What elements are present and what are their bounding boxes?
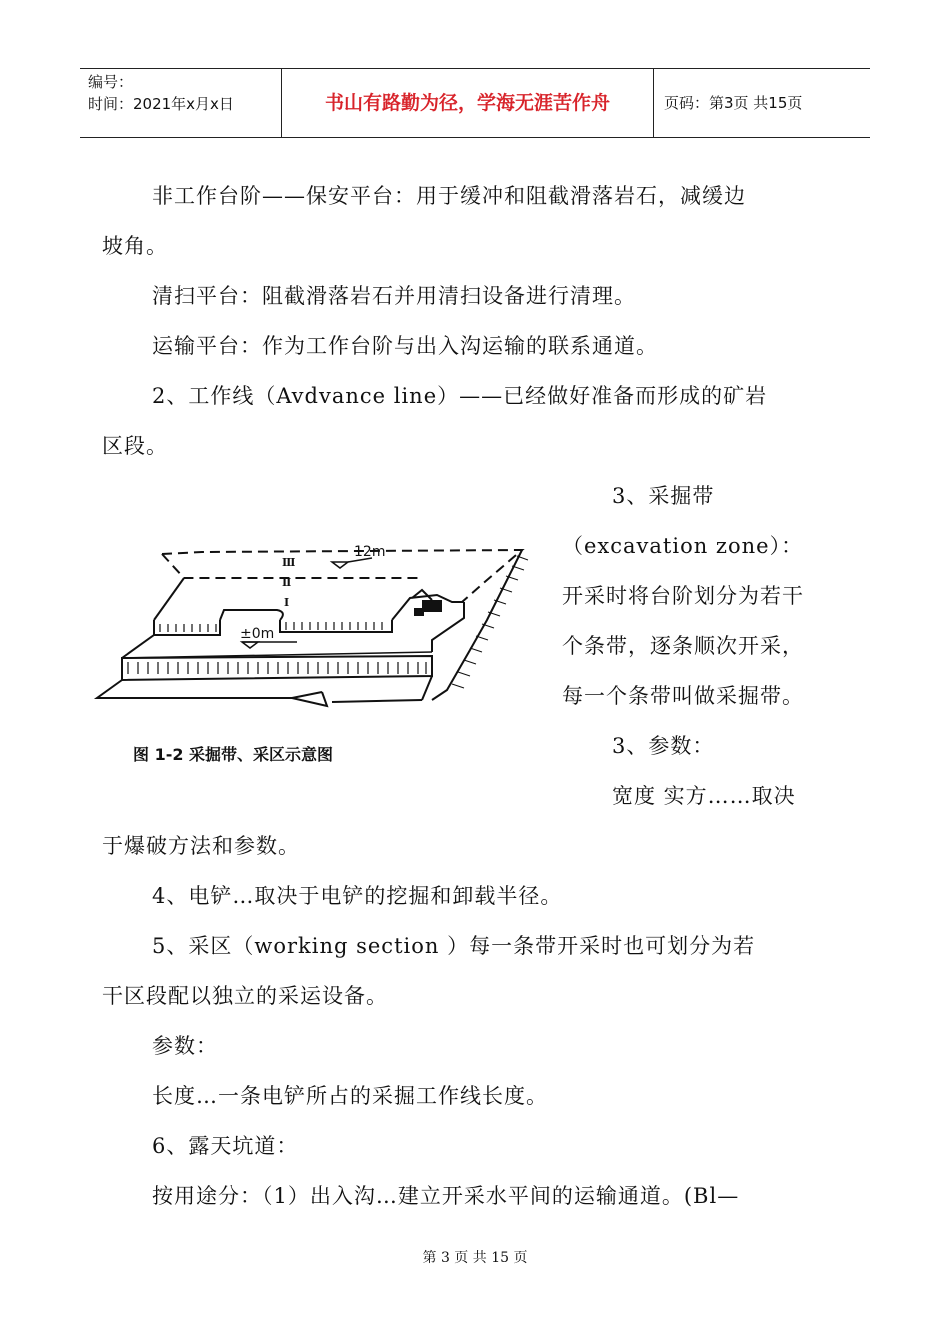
paragraph-line: 3、参数： [612,734,715,758]
excavation-zone-diagram [92,540,532,715]
paragraph-line: 长度…一条电铲所占的采掘工作线长度。 [152,1084,548,1108]
paragraph-line: 清扫平台：阻截滑落岩石并用清扫设备进行清理。 [152,284,636,308]
paragraph-line: 每一个条带叫做采掘带。 [562,684,804,708]
header-page-number: 页码：第3页 共15页 [664,94,803,112]
paragraph-line: 5、采区（working section ）每一条带开采时也可划分为若 [152,934,756,958]
paragraph-line: 6、露天坑道： [152,1134,299,1158]
header-motto: 书山有路勤为径，学海无涯苦作舟 [282,69,654,137]
paragraph-line: 于爆破方法和参数。 [102,834,300,858]
paragraph-line: 区段。 [102,434,168,458]
figure-label-bench-ii: Ⅱ [282,576,292,589]
figure-label-12m: 12m [354,544,386,560]
paragraph-line: 按用途分：（1）出入沟…建立开采水平间的运输通道。(Bl— [152,1184,740,1208]
figure-label-zero: ±0m [240,626,275,642]
paragraph-line: 2、工作线（Avdvance line）——已经做好准备而形成的矿岩 [152,384,768,408]
page-header [80,68,870,138]
paragraph-line: 坡角。 [102,234,168,258]
paragraph-line: 参数： [152,1034,218,1058]
figure-label-bench-iii: Ⅲ [282,556,296,569]
figure-label-bench-i: Ⅰ [284,596,290,609]
paragraph-line: 宽度 实方……取决 [612,784,796,808]
document-number-label: 编号： [88,73,134,91]
paragraph-line: 非工作台阶——保安平台：用于缓冲和阻截滑落岩石，减缓边 [152,184,746,208]
page-footer: 第 3 页 共 15 页 [422,1250,528,1266]
paragraph-line: 运输平台：作为工作台阶与出入沟运输的联系通道。 [152,334,658,358]
paragraph-line: 干区段配以独立的采运设备。 [102,984,388,1008]
figure-caption: 图 1-2 采掘带、采区示意图 [133,745,334,764]
shovel-icon [412,590,442,616]
paragraph-line: 4、电铲…取决于电铲的挖掘和卸载半径。 [152,884,563,908]
document-time-label: 时间：2021年x月x日 [88,95,234,113]
paragraph-line: 个条带，逐条顺次开采， [562,634,804,658]
paragraph-line: 开采时将台阶划分为若干 [562,584,804,608]
paragraph-line: 3、采掘带 [612,484,715,508]
paragraph-line: （excavation zone）： [562,534,804,558]
header-meta [80,69,282,137]
